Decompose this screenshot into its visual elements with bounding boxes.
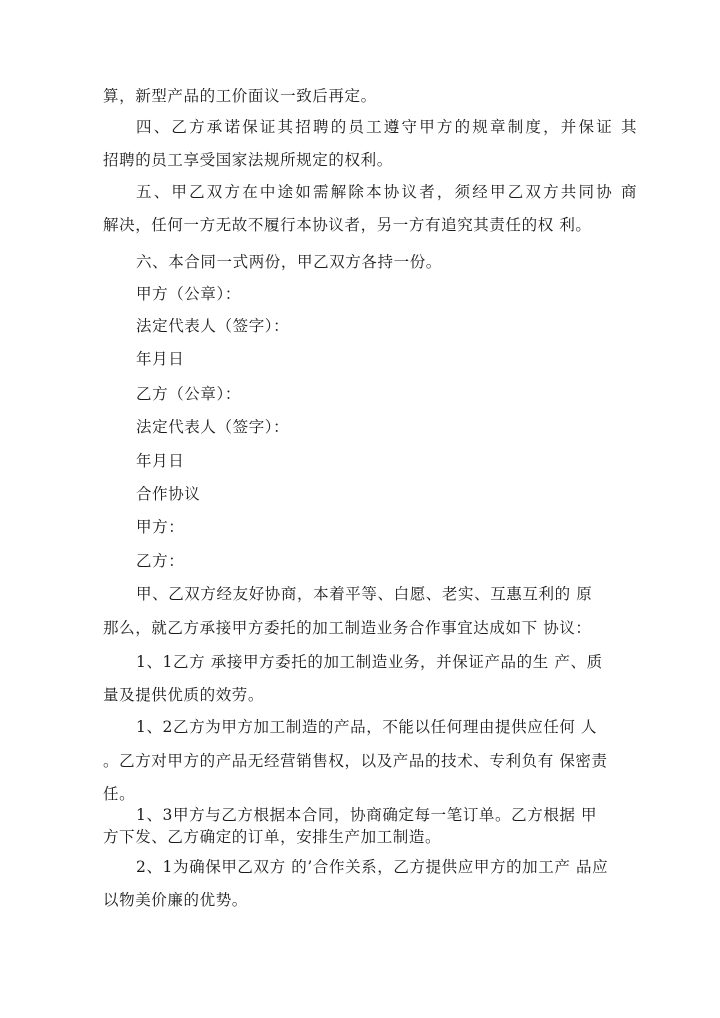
text-line: 1、3甲方与乙方根据本合同，协商确定每一笔订单。乙方根据 甲 — [136, 806, 598, 824]
text-line: 1、2乙方为甲方加工制造的产品，不能以任何理由提供应任何 人 — [136, 718, 598, 736]
text-line: 2、1为确保甲乙双方 的’合作关系，乙方提供应甲方的加工产 品应 — [136, 858, 609, 876]
text-line: 那么，就乙方承接甲方委托的加工制造业务合作事宜达成如下 协议： — [103, 619, 592, 637]
text-line: 五、甲乙双方在中途如需解除本协议者，须经甲乙双方共同协 商 — [136, 183, 639, 201]
text-line: 法定代表人（签字）： — [136, 317, 290, 335]
text-line: 以物美价廉的优势。 — [103, 891, 248, 909]
text-line: 招聘的员工享受国家法规所规定的权利。 — [103, 151, 393, 169]
text-line: 年月日 — [136, 350, 185, 368]
text-line: 乙方： — [136, 552, 185, 570]
text-line: 方下发、乙方确定的订单，安排生产加工制造。 — [103, 828, 442, 846]
text-line: 六、本合同一式两份，甲乙双方各持一份。 — [136, 253, 442, 271]
text-line: 年月日 — [136, 452, 185, 470]
text-line: 四、乙方承诺保证其招聘的员工遵守甲方的规章制度，并保证 其 — [136, 118, 639, 136]
text-line: 解决，任何一方无故不履行本协议者，另一方有追究其责任的权 利。 — [103, 216, 592, 234]
text-line: 合作协议 — [136, 485, 201, 503]
text-line: 甲、乙双方经友好协商，本着平等、白愿、老实、互惠互利的 原 — [136, 585, 593, 603]
text-line: 乙方（公章）： — [136, 385, 241, 403]
text-line: 法定代表人（签字）： — [136, 418, 290, 436]
text-line: 甲方： — [136, 518, 185, 536]
text-line: 甲方（公章）： — [136, 285, 241, 303]
text-line: 1、1乙方 承接甲方委托的加工制造业务，并保证产品的生 产、质 — [136, 653, 603, 671]
text-line: 。乙方对甲方的产品无经营销售权，以及产品的技术、专利负有 保密责 — [103, 752, 608, 770]
text-line: 量及提供优质的效劳。 — [103, 686, 265, 704]
text-line: 任。 — [103, 785, 136, 803]
text-line: 算，新型产品的工价面议一致后再定。 — [103, 87, 377, 105]
